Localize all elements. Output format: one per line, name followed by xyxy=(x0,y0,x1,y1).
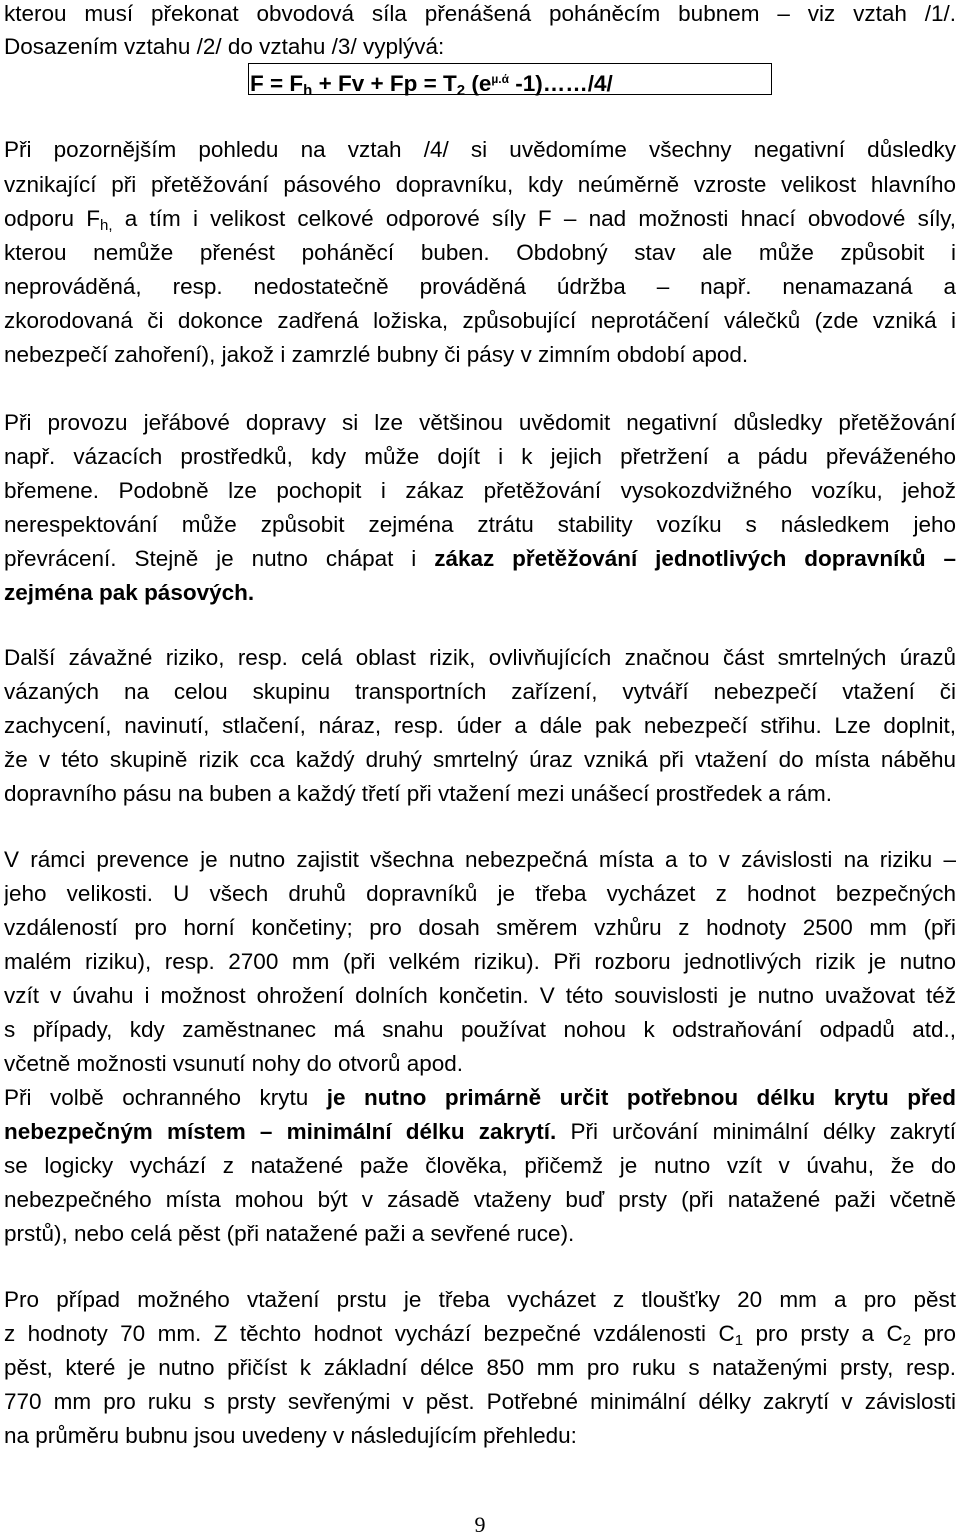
p5-line-2-c: pro xyxy=(911,1321,956,1346)
p1-line-2: vznikající při přetěžování pásového dopravníku, kdy neúměrně vzroste velikost hlavního xyxy=(4,172,956,197)
formula-sub-h: h xyxy=(303,82,313,99)
p4-line-9-b: Při určování minimální délky zakrytí xyxy=(556,1119,956,1144)
formula-part-b: + Fv + Fp = T xyxy=(312,71,457,96)
p3-line-3: zachycení, navinutí, stlačení, náraz, resp. úder a dále pak nebezpečí střihu. Lze doplnit, xyxy=(4,713,956,738)
p1-line-6: zkorodovaná či dokonce zadřená ložiska, způsobující neprotáčení válečků (zde vzniká i xyxy=(4,308,956,333)
p2-line-3: břemene. Podobně lze pochopit i zákaz přetěžování vysokozdvižného vozíku, jehož xyxy=(4,478,956,503)
p2-line-5 xyxy=(4,545,956,573)
p4-line-3: vzdáleností pro horní končetiny; pro dosah směrem vzhůru z hodnoty 2500 mm (při xyxy=(4,915,956,940)
p4-line-2: jeho velikosti. U všech druhů dopravníků je třeba vycházet z hodnot bezpečných xyxy=(4,881,956,906)
p5-line-5: na průměru bubnu jsou uvedeny v následujícím přehledu: xyxy=(4,1423,577,1448)
p5-line-3: pěst, které je nutno přičíst k základní délce 850 mm pro ruku s nataženými prsty, resp. xyxy=(4,1355,956,1380)
p4-line-10: se logicky vychází z natažené paže člověka, přičemž je nutno vzít v úvahu, že do xyxy=(4,1153,956,1178)
p1-line-3-b: a tím i velikost celkové odporové síly F – nad možnosti hnací obvodové síly, xyxy=(112,206,956,231)
p1-line-5: neprováděná, resp. nedostatečně prováděná údržba – např. nenamazaná a xyxy=(4,274,956,299)
p4-line-11: nebezpečného místa mohou být v zásadě vtaženy buď prsty (při natažené paži včetně xyxy=(4,1187,956,1212)
p5-line-2-a: z hodnoty 70 mm. Z těchto hodnot vychází bezpečné vzdálenosti C xyxy=(4,1321,735,1346)
formula-4 xyxy=(250,64,613,106)
page-number: 9 xyxy=(474,1512,486,1537)
p1-line-4: kterou nemůže přenést poháněcí buben. Obdobný stav ale může způsobit i xyxy=(4,240,956,265)
formula-part-c: (e xyxy=(465,71,492,96)
formula-sub-2: 2 xyxy=(456,82,466,99)
p5-line-2-sub-1: 1 xyxy=(734,1332,744,1349)
p4-line-8-a: Při volbě ochranného krytu xyxy=(4,1085,327,1110)
p2-line-1: Při provozu jeřábové dopravy si lze většinou uvědomit negativní důsledky přetěžování xyxy=(4,410,956,435)
p4-line-9-bold: nebezpečným místem – minimální délku zakrytí. xyxy=(4,1119,557,1144)
p5-line-2-sub-2: 2 xyxy=(902,1332,912,1349)
p1-line-7: nebezpečí zahoření), jakož i zamrzlé bubny či pásy v zimním období apod. xyxy=(4,342,749,367)
p4-line-9 xyxy=(4,1118,956,1146)
p4-line-7: včetně možnosti vsunutí nohy do otvorů apod. xyxy=(4,1051,464,1076)
p4-line-1: V rámci prevence je nutno zajistit všechna nebezpečná místa a to v závislosti na riziku – xyxy=(4,847,956,872)
p4-line-4: malém riziku), resp. 2700 mm (při velkém riziku). Při rozboru jednotlivých rizik je nutno xyxy=(4,949,956,974)
p1-line-1: Při pozornějším pohledu na vztah /4/ si uvědomíme všechny negativní důsledky xyxy=(4,137,956,162)
p2-line-5-bold: zákaz přetěžování jednotlivých dopravníků – xyxy=(434,546,956,571)
formula-part-d: -1)……/4/ xyxy=(508,71,613,96)
p4-line-6: s případy, kdy zaměstnanec má snahu používat nohou k odstraňování odpadů atd., xyxy=(4,1017,956,1042)
p3-line-5: dopravního pásu na buben a každý třetí při vtažení mezi unášecí prostředek a rám. xyxy=(4,781,832,806)
formula-sup: µ.ά xyxy=(491,72,509,86)
intro-line-2: Dosazením vztahu /2/ do vztahu /3/ vyplývá: xyxy=(4,34,445,59)
p5-line-2-b: pro prsty a C xyxy=(743,1321,903,1346)
p4-line-8 xyxy=(4,1084,956,1112)
p4-line-8-bold: je nutno primárně určit potřebnou délku krytu před xyxy=(326,1085,956,1110)
p5-line-1: Pro případ možného vtažení prstu je třeba vycházet z tloušťky 20 mm a pro pěst xyxy=(4,1287,956,1312)
intro-line-1: kterou musí překonat obvodová síla přenášená poháněcím bubnem – viz vztah /1/. xyxy=(4,1,956,26)
formula-part-a: F = F xyxy=(250,71,304,96)
p2-line-6: zejména pak pásových. xyxy=(4,580,255,605)
p5-line-2 xyxy=(4,1320,956,1355)
p1-line-3 xyxy=(4,205,956,240)
p4-line-5: vzít v úvahu i možnost ohrožení dolních končetin. V této souvislosti je nutno uvažovat též xyxy=(4,983,956,1008)
p1-line-3-a: odporu F xyxy=(4,206,101,231)
p3-line-4: že v této skupině rizik cca každý druhý smrtelný úraz vzniká při vtažení do místa náběhu xyxy=(4,747,956,772)
p2-line-5-a: převrácení. Stejně je nutno chápat i xyxy=(4,546,435,571)
p3-line-2: vázaných na celou skupinu transportních zařízení, vytváří nebezpečí vtažení či xyxy=(4,679,956,704)
p1-line-3-sub: h, xyxy=(100,217,113,234)
p4-line-12: prstů), nebo celá pěst (při natažené paži a sevřené ruce). xyxy=(4,1221,575,1246)
p5-line-4: 770 mm pro ruku s prsty sevřenými v pěst. Potřebné minimální délky zakrytí v závislosti xyxy=(4,1389,956,1414)
p2-line-2: např. vázacích prostředků, kdy může dojít i k jejich přetržení a pádu převáženého xyxy=(4,444,956,469)
p2-line-4: nerespektování může způsobit zejména ztrátu stability vozíku s následkem jeho xyxy=(4,512,956,537)
p3-line-1: Další závažné riziko, resp. celá oblast rizik, ovlivňujících značnou část smrtelných úrazů xyxy=(4,645,956,670)
